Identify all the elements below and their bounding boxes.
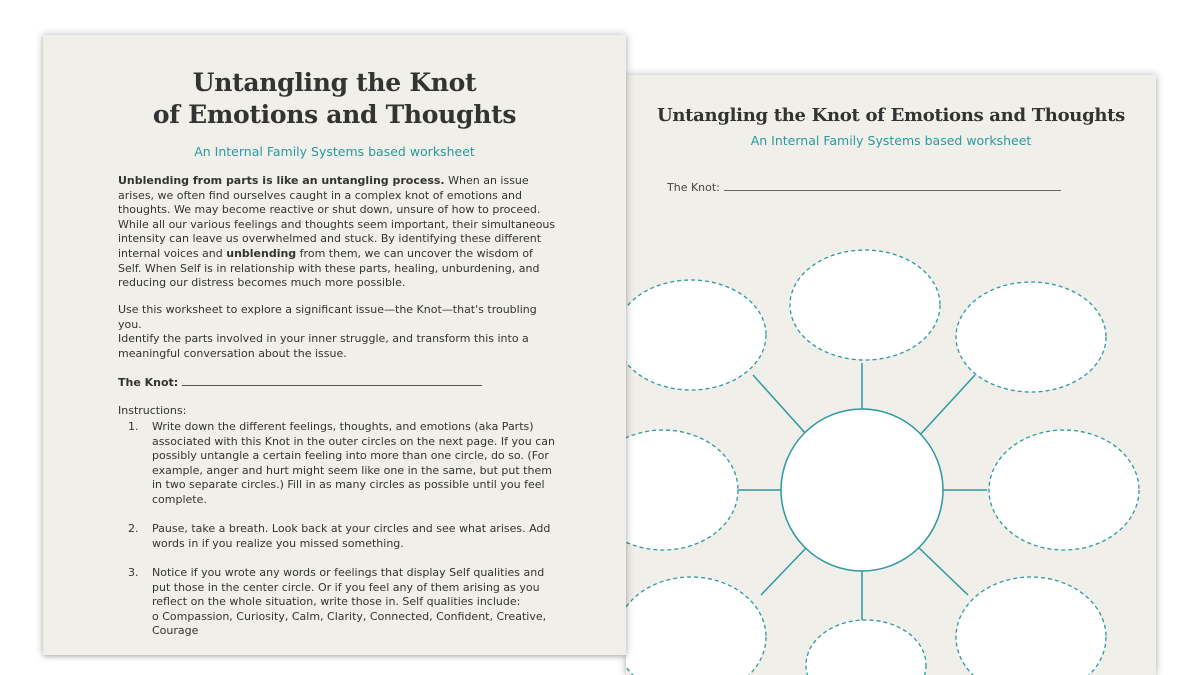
page-title xyxy=(43,67,626,131)
step-number: 2. xyxy=(128,522,139,536)
title-line-2: of Emotions and Thoughts xyxy=(152,100,517,129)
knot-field xyxy=(118,375,558,391)
intro-text-2: from them, we can uncover the wisdom of Self. When Self is in relationship with these parts, healing, unburdening, and reducing our distress becomes much more possible. xyxy=(118,246,540,290)
step-text: Write down the different feelings, thoughts, and emotions (aka Parts) associated with this Knot in the outer circles on the next page. If you can possibly untangle a certain feeling into more than one circle, do so. (For example, anger and hurt might seem like one in the same, but put them in two separate circles.) Fill in as many circles as possible until you feel complete. xyxy=(152,420,555,506)
step-number: 1. xyxy=(128,420,139,433)
step-text: Pause, take a breath. Look back at your circles and see what arises. Add words in if you realize you missed something. xyxy=(152,522,551,550)
instruction-step xyxy=(118,420,558,508)
identify-paragraph: Identify the parts involved in your inner struggle, and transform this into a meaningful conversation about the issue. xyxy=(118,332,529,360)
outer-circle-top-left xyxy=(626,280,766,390)
page-title: Untangling the Knot of Emotions and Thoughts xyxy=(656,105,1126,126)
outer-circle-left xyxy=(626,430,738,550)
worksheet-page-diagram xyxy=(626,75,1156,675)
connector-bottom-right xyxy=(918,547,968,595)
intro-text-1: When an issue arises, we often find ourselves caught in a complex knot of emotions and thoughts. We may become reactive or shut down, unsure of how to proceed. While all our various feelings and thoughts seem important, their simultaneous intensity can leave us overwhelmed and stuck. By identifying these different internal voices and xyxy=(118,174,556,260)
knot-label: The Knot: xyxy=(667,181,720,194)
connector-bottom-left xyxy=(761,547,807,595)
step-number: 3. xyxy=(128,565,139,579)
outer-circle-right xyxy=(989,430,1139,550)
outer-circle-bottom-right xyxy=(956,577,1106,675)
instruction-step xyxy=(118,522,558,551)
parts-circle-diagram xyxy=(626,75,1156,675)
connector-top-left xyxy=(753,375,807,435)
outer-circle-top-right xyxy=(956,282,1106,392)
worksheet-page-instructions xyxy=(43,35,626,655)
page-subtitle: An Internal Family Systems based worksheet xyxy=(194,144,475,159)
instruction-step xyxy=(118,566,558,639)
self-qualities-list: o Compassion, Curiosity, Calm, Clarity, Connected, Confident, Creative, Courage xyxy=(152,609,547,638)
step-text: Notice if you wrote any words or feelings that display Self qualities and put those in the center circle. Or if you feel any of them arising as you reflect on the whole situation, write those in. Self qualities include: xyxy=(152,565,545,609)
intro-paragraph xyxy=(118,174,558,291)
use-paragraph: Use this worksheet to explore a significant issue—the Knot—that's troubling you. xyxy=(118,303,537,331)
intro-bold-lead: Unblending from parts is like an untangling process. xyxy=(118,174,445,187)
outer-circle-top xyxy=(790,250,940,360)
intro-bold-unblending: unblending xyxy=(226,246,297,260)
center-self-circle xyxy=(781,409,943,571)
page-subtitle: An Internal Family Systems based worksheet xyxy=(750,133,1032,148)
instructions-label: Instructions: xyxy=(118,404,187,417)
knot-answer-line xyxy=(182,375,482,386)
title-line-1: Untangling the Knot xyxy=(192,68,477,97)
outer-circle-bottom xyxy=(806,620,926,675)
connector-top-right xyxy=(918,375,975,437)
outer-circle-bottom-left xyxy=(626,577,766,675)
knot-label: The Knot: xyxy=(118,376,179,389)
instruction-steps xyxy=(118,420,558,654)
